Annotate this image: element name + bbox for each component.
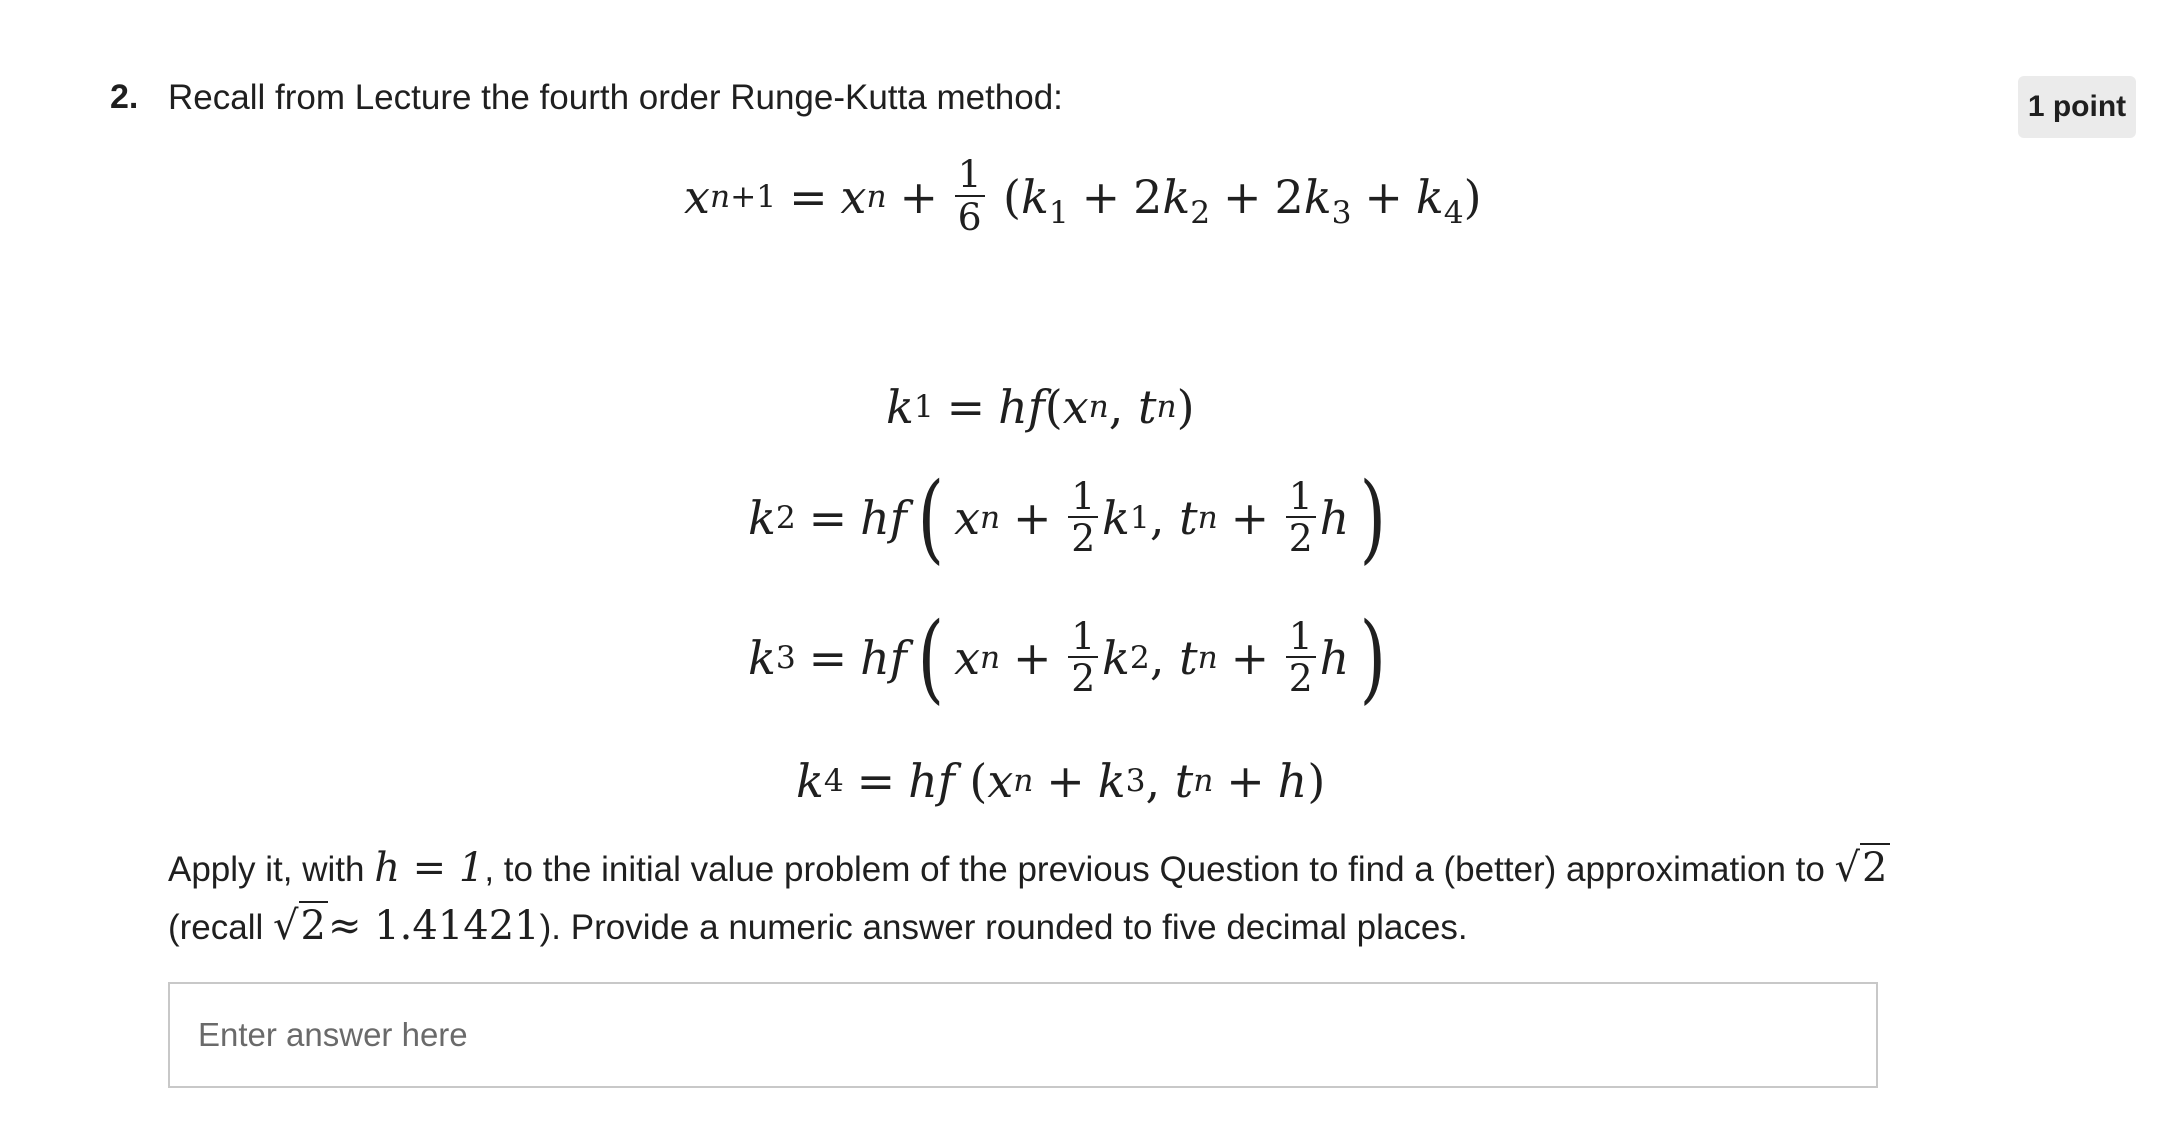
sqrt-approx: ≈ 1.41421 bbox=[327, 903, 540, 949]
formula-k1: k 1 = hf ( x n , t n ) bbox=[886, 380, 1195, 434]
formula-k2: k 2 = hf ( x n + $\frac{1}{2}$ k 1 , t n + $\frac{1}{2}$ h ) bbox=[748, 461, 1387, 574]
formula-k3: k 3 = hf ( x n + $\frac{1}{2}$ k 2 , t n + $\frac{1}{2}$ h ) bbox=[748, 601, 1387, 714]
sqrt-2: √2 bbox=[1834, 845, 1888, 891]
question-number: 2. bbox=[110, 78, 139, 116]
points-badge: 1 point bbox=[2018, 76, 2136, 138]
answer-input[interactable] bbox=[168, 982, 1878, 1088]
question-intro: Recall from Lecture the fourth order Runge-Kutta method: bbox=[168, 78, 1063, 117]
sqrt-2-recall: √2 bbox=[273, 903, 326, 949]
formula-k4: k 4 = hf ( x n + k 3 , t n + h ) bbox=[796, 754, 1326, 808]
h-equals-1: h = 1 bbox=[374, 845, 485, 891]
apply-instructions: Apply it, with h = 1, to the initial value problem of the previous Question to find a (better) approximation to √2 (recall √2≈ 1.41421). Provide a numeric answer rounded to five decimal places. bbox=[168, 840, 1928, 956]
formula-update: x n+1 = x n + $\frac{1}{6}$ $(k_1 + 2k_2 + 2k_3 + k_4)$ bbox=[684, 152, 1482, 239]
